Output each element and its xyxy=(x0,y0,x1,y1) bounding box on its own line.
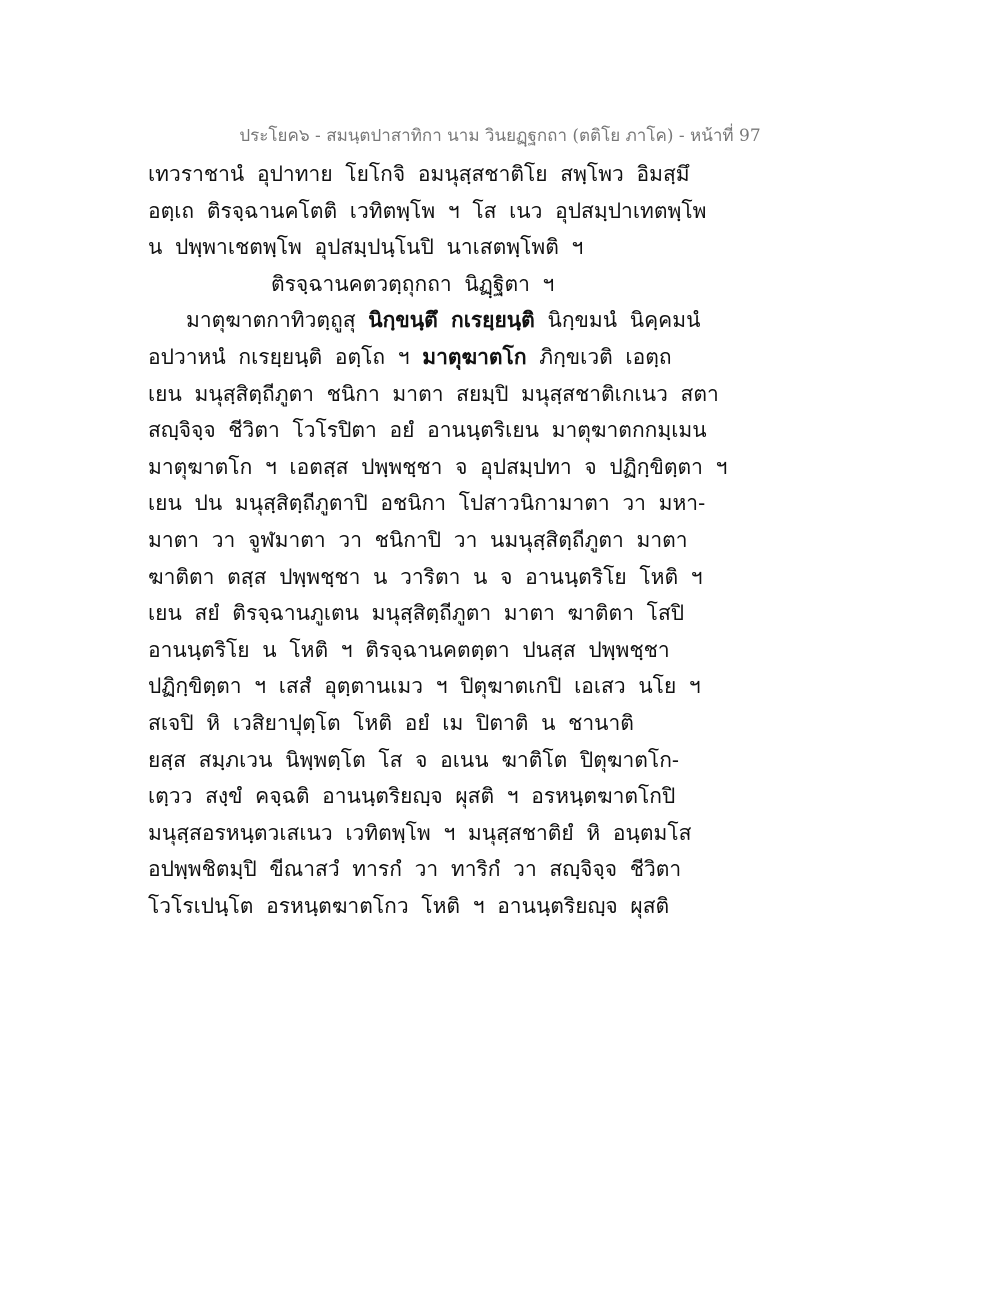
text-segment: โวโรเปนฺโต อรหนฺตฆาตโกว โหติ ฯ อานนฺตริยญฺจ ผุสติ xyxy=(148,893,670,918)
bold-term: มาตุฆาตโก xyxy=(422,343,527,369)
document-body xyxy=(148,156,728,924)
text-line xyxy=(148,705,688,742)
text-line xyxy=(148,156,688,193)
text-line xyxy=(148,595,688,632)
text-segment: เยน สยํ ติรจฺฉานภูเตน มนุสฺสิตฺถีภูตา มาตา ฆาติตา โสปิ xyxy=(148,601,685,626)
text-segment: เยน มนุสฺสิตฺถีภูตา ชนิกา มาตา สยมฺปิ มนุสฺสชาติเกเนว สตา xyxy=(148,381,719,406)
text-segment: ยสฺส สมฺภเวน นิพฺพตฺโต โส จ อเนน ฆาติโต ปิตุฆาตโก- xyxy=(148,747,679,772)
text-line xyxy=(148,193,707,230)
text-segment: นิกฺขมนํ นิคฺคมนํ xyxy=(534,308,701,333)
header-text: ประโยค๖ - สมนฺตปาสาทิกา นาม วินยฏฺฐกถา (ตติโย ภาโค) - หน้าที่ 97 xyxy=(239,126,761,146)
text-segment: มาตา วา จูฬมาตา วา ชนิกาปิ วา นมนุสฺสิตฺถีภูตา มาตา xyxy=(148,527,688,552)
text-line xyxy=(148,339,688,376)
text-segment: มนุสฺสอรหนฺตวเสเนว เวทิตพฺโพ ฯ มนุสฺสชาติยํ หิ อนฺตมโส xyxy=(148,820,692,845)
text-line xyxy=(148,815,692,852)
text-line xyxy=(148,485,706,522)
text-line xyxy=(148,522,688,559)
text-line xyxy=(148,229,688,266)
running-header xyxy=(0,122,1000,149)
text-segment: เตฺวว สงฺขํ คจฺฉติ อานนฺตริยญฺจ ผุสติ ฯ อรหนฺตฆาตโกปิ xyxy=(148,784,676,809)
text-segment: ภิกฺขเวติ เอตฺถ xyxy=(526,344,672,369)
text-segment: อปวาหนํ กเรยฺยนฺติ อตฺโถ ฯ xyxy=(148,344,423,369)
text-segment: มาตุฆาตกาทิวตฺถูสุ xyxy=(186,308,369,333)
text-line xyxy=(148,412,707,449)
text-segment: สเจปิ หิ เวสิยาปุตฺโต โหติ อยํ เม ปิตาติ น ชานาติ xyxy=(148,710,634,735)
text-segment: น ปพฺพาเชตพฺโพ อุปสมฺปนฺโนปิ นาเสตพฺโพติ ฯ xyxy=(148,235,584,260)
text-segment: เทวราชานํ อุปาทาย โยโกจิ อมนุสฺสชาติโย สพฺโพว อิมสฺมึ xyxy=(148,162,690,186)
text-segment: เยน ปน มนุสฺสิตฺถีภูตาปิ อชนิกา โปสาวนิกามาตา วา มหา- xyxy=(148,491,706,516)
text-segment: ฆาติตา ตสฺส ปพฺพชฺชา น วาริตา น จ อานนฺตริโย โหติ ฯ xyxy=(148,564,703,589)
text-segment: อานนฺตริโย น โหติ ฯ ติรจฺฉานคตตฺตา ปนสฺส ปพฺพชฺชา xyxy=(148,637,670,662)
text-line xyxy=(148,888,688,925)
text-line xyxy=(148,668,701,705)
text-line xyxy=(148,302,701,339)
section-heading-line xyxy=(148,266,688,303)
text-segment: ติรจฺฉานคตวตฺถุกถา นิฏฺฐิตา ฯ xyxy=(271,271,555,296)
text-segment: อตฺเถ ติรจฺฉานคโตติ เวทิตพฺโพ ฯ โส เนว อุปสมฺปาเทตพฺโพ xyxy=(148,198,707,223)
text-segment: มาตุฆาตโก ฯ เอตสฺส ปพฺพชฺชา จ อุปสมฺปทา จ ปฏิกฺขิตฺตา ฯ xyxy=(148,454,728,479)
text-line xyxy=(148,376,719,413)
text-line xyxy=(148,742,688,779)
text-line xyxy=(148,632,688,669)
text-line xyxy=(148,851,688,888)
text-segment: สญฺจิจฺจ ชีวิตา โวโรปิตา อยํ อานนฺตริเยน มาตุฆาตกกมฺเมน xyxy=(148,418,707,443)
text-line xyxy=(148,559,703,596)
bold-term: นิกฺขนฺตึ กเรยฺยนฺติ xyxy=(368,307,535,333)
text-segment: อปพฺพชิตมฺปิ ขีณาสวํ ทารกํ วา ทาริกํ วา สญฺจิจฺจ ชีวิตา xyxy=(148,857,682,882)
text-line xyxy=(148,778,688,815)
text-segment: ปฏิกฺขิตฺตา ฯ เสสํ อุตฺตานเมว ฯ ปิตุฆาตเกปิ เอเสว นโย ฯ xyxy=(148,674,701,699)
text-line xyxy=(148,449,728,486)
